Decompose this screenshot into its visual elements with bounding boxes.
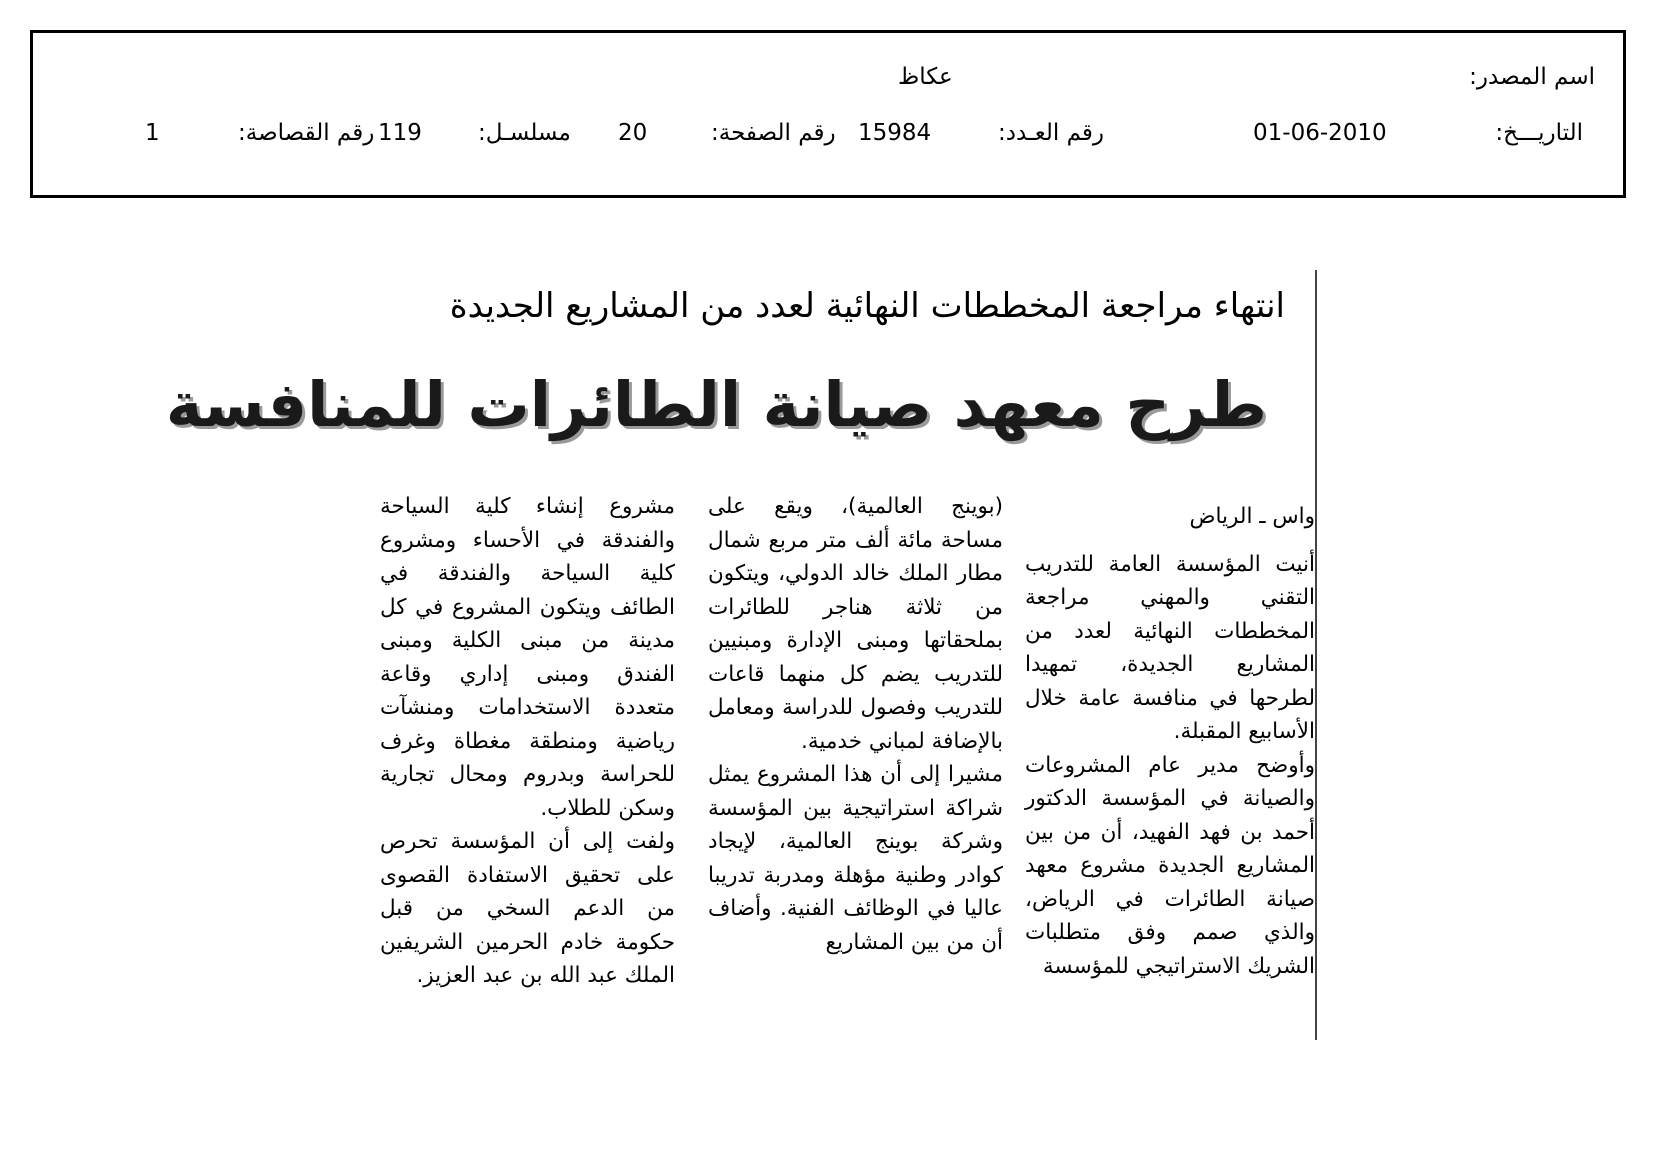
source-label: اسم المصدر:	[1469, 64, 1595, 90]
article	[165, 268, 1315, 1038]
article-paragraph: وأوضح مدير عام المشروعات والصيانة في المؤسسة الدكتور أحمد بن فهد الفهيد، أن من بين المشاريع الجديدة مشروع معهد صيانة الطائرات في الرياض، والذي صمم وفق متطلبات الشريك الاستراتيجي للمؤسسة	[1025, 752, 1315, 979]
issue-value: 15984	[858, 120, 932, 146]
column-rule	[1315, 270, 1317, 1040]
article-column-1	[1025, 490, 1315, 983]
clip-label: رقم القصاصة:	[238, 120, 375, 146]
serial-value: 119	[378, 120, 422, 146]
article-subheadline: انتهاء مراجعة المخططات النهائية لعدد من المشاريع الجديدة	[449, 286, 1285, 326]
date-value: 01-06-2010	[1253, 120, 1387, 146]
source-value: عكاظ	[898, 64, 953, 90]
article-paragraph: مشروع إنشاء كلية السياحة والفندقة في الأحساء ومشروع كلية السياحة والفندقة في الطائف ويتكون المشروع في كل مدينة من مبنى الكلية ومبنى الفندق ومبنى إداري وقاعة متعددة الاستخدامات ومنشآت رياضية ومنطقة مغطاة وغرف للحراسة وبدروم ومحال تجارية وسكن للطلاب.	[380, 494, 675, 821]
issue-label: رقم العـدد:	[998, 120, 1105, 146]
page-label: رقم الصفحة:	[711, 120, 836, 146]
serial-label: مسلسـل:	[478, 120, 571, 146]
article-column-3	[380, 490, 675, 993]
article-byline: واس ـ الرياض	[1189, 504, 1315, 529]
date-label: التاريـــخ:	[1495, 120, 1583, 146]
page-value: 20	[618, 120, 648, 146]
article-paragraph: أنيت المؤسسة العامة للتدريب التقني والمهني مراجعة المخططات النهائية لعدد من المشاريع الجديدة، تمهيدا لطرحها في منافسة عامة خلال الأسابيع المقبلة.	[1025, 551, 1315, 744]
article-paragraph: مشيرا إلى أن هذا المشروع يمثل شراكة استراتيجية بين المؤسسة وشركة بوينج العالمية، لإيجاد كوادر وطنية مؤهلة ومدربة تدريبا عاليا في الوظائف الفنية. وأضاف أن من بين المشاريع	[708, 762, 1003, 955]
clip-value: 1	[145, 120, 160, 146]
article-paragraph: ولفت إلى أن المؤسسة تحرص على تحقيق الاستفادة القصوى من الدعم السخي من قبل حكومة خادم الحرمين الشريفين الملك عبد الله بن عبد العزيز.	[380, 829, 675, 988]
clipping-metadata-box	[30, 30, 1626, 198]
article-paragraph: (بوينج العالمية)، ويقع على مساحة مائة ألف متر مربع شمال مطار الملك خالد الدولي، ويتكون من ثلاثة هناجر للطائرات بملحقاتها ومبنى الإدارة ومبنيين للتدريب يضم كل منهما قاعات للتدريب وفصول للدراسة ومعامل بالإضافة لمباني خدمية.	[708, 494, 1003, 754]
article-headline: طرح معهد صيانة الطائرات للمنافسة	[165, 368, 1267, 441]
article-column-2	[708, 490, 1003, 959]
